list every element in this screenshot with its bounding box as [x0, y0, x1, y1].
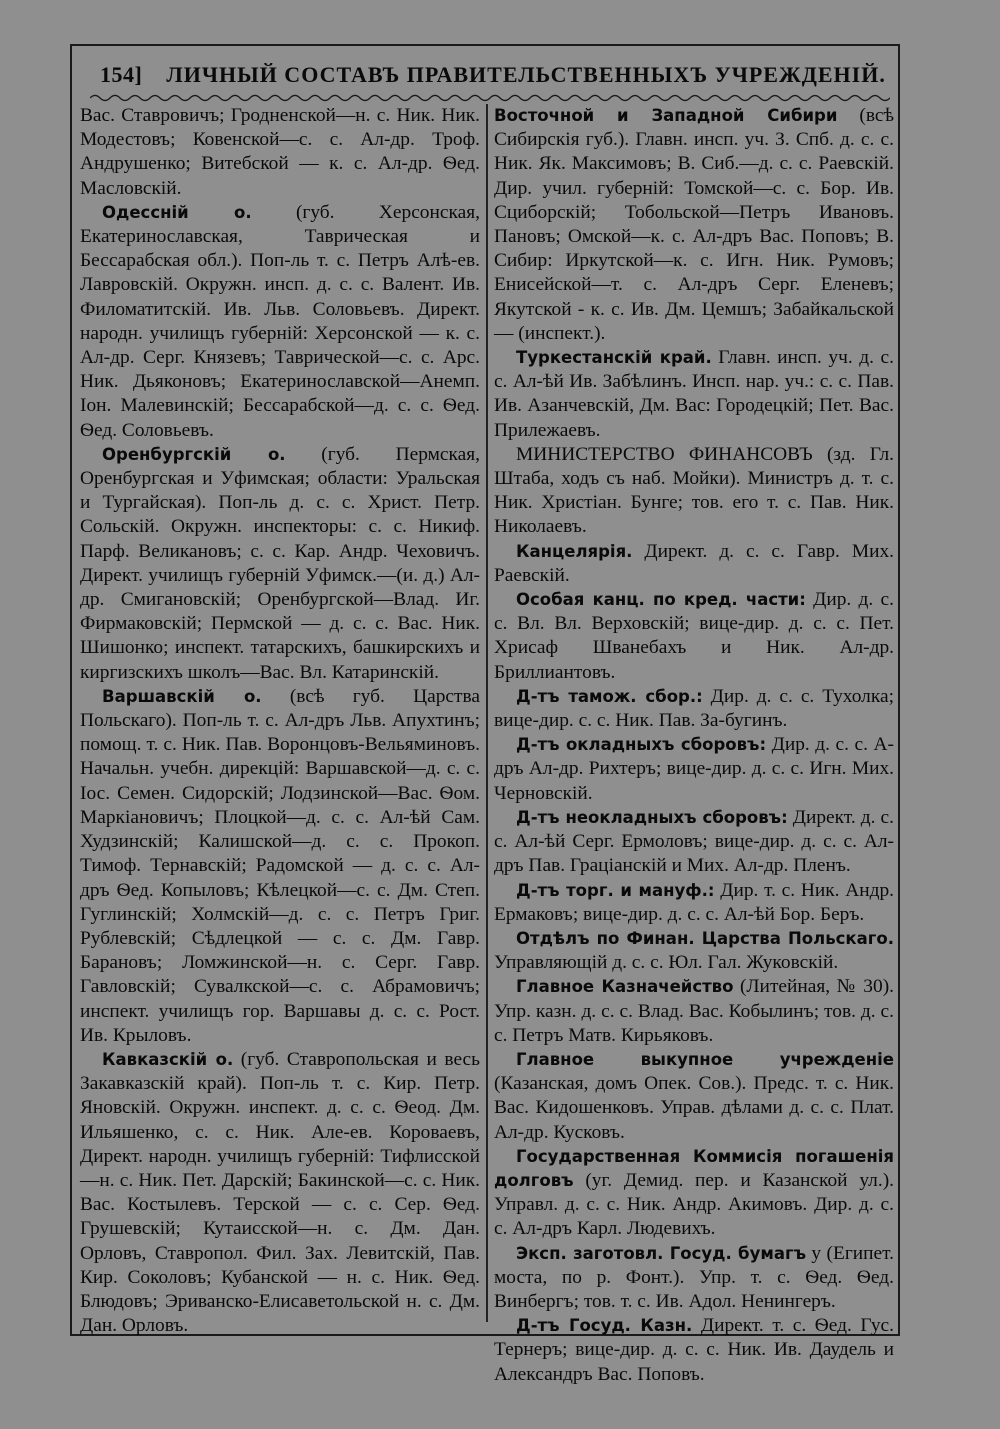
- page-header: [100, 62, 890, 94]
- treasury-entry: Главное Казначейство (Литейная, № 30). Упр. казн. д. с. с. Влад. Вас. Кобылинъ; тов. д. с. с. Петръ Матв. Кирьяковъ.: [494, 976, 894, 1046]
- odessa-district-entry: Одессній о. (губ. Херсонская, Екатеринославская, Таврическая и Бессарабская обл.). Поп-ль т. с. Петръ Алѣ-ев. Лавровскій. Окружн. инсп. д. с. с. Валент. Ив. Филоматитскій. Ив. Льв. Соловьевъ. Директ. народн. училищъ губерній: Херсонской — к. с. Ал-др. Серг. Князевъ; Таврической—с. с. Арс. Ник. Дьяконовъ; Екатеринославской—Анемп. Іон. Малевинскій; Бессарабской—д. с. с. Ѳед. Ѳед. Соловьевъ.: [80, 201, 480, 441]
- left-paragraph-0: Вас. Ставровичъ; Гродненской—н. с. Ник. Ник. Модестовъ; Ковенской—с. с. Ал-др. Троф. Андрушенко; Витебской — к. с. Ал-др. Ѳед. Масловскій.: [80, 105, 480, 199]
- warsaw-heading: Варшавскій о.: [102, 686, 262, 706]
- trade-dept-entry: Д-тъ торг. и мануф.: Дир. т. с. Ник. Андр. Ермаковъ; вице-дир. д. с. с. Ал-ѣй Бор. Беръ.: [494, 879, 894, 925]
- warsaw-district-entry: Варшавскій о. (всѣ губ. Царства Польскаго). Поп-ль т. с. Ал-дръ Льв. Апухтинъ; помощ. т. с. Ник. Пав. Воронцовъ-Вельяминовъ. Начальн. учебн. дирекцій: Варшавской—д. с. с. Іос. Семен. Сидорскій; Лодзинской—Вас. Ѳом. Маркіановичъ; Плоцкой—д. с. с. Ал-ѣй Сам. Худзинскій; Калишской—д. с. с. Прокоп. Тимоф. Тернавскій; Радомской — д. с. с. Ал-дръ Ѳед. Копыловъ; Кѣлецкой—с. с. Дм. Степ. Гуглинскій; Холмскій—д. с. с. Петръ Григ. Рублевскій; Сѣдлецкой — с. с. Дм. Гавр. Барановъ; Ломжинской—н. с. Серг. Гавр. Гавловскій; Сувалкской—с. с. Абрамовичъ; инспект. училищъ гор. Варшавы д. с. с. Рост. Ив. Крыловъ.: [80, 685, 480, 1046]
- page-number: 154]: [100, 62, 143, 87]
- orenburg-heading: Оренбургскій о.: [102, 444, 286, 464]
- indirect-taxes-dept-entry: Д-тъ неокладныхъ сборовъ: Директ. д. с. с. Ал-ѣй Серг. Ермоловъ; вице-дир. д. с. с. Ал-дръ Пав. Граціанскій и Мих. Ал-др. Пленъ.: [494, 806, 894, 877]
- direct-taxes-dept-entry: Д-тъ окладныхъ сборовъ: Дир. д. с. с. А-дръ Ал-др. Рихтеръ; вице-дир. д. с. с. Игн. Мих. Черновскій.: [494, 734, 895, 804]
- orenburg-district-entry: Оренбургскій о. (губ. Пермская, Оренбургская и Уфимская; области: Уральская и Тургайская). Поп-ль д. с. с. Христ. Петр. Сольскій. Окружн. инспекторы: с. с. Никиф. Парф. Великановъ; с. с. Кар. Андр. Чеховичъ. Директ. училищъ губерній Уфимск.—(и. д.) Ал-др. Смигановскій; Оренбургской—Влад. Иг. Фирмаковскій; Пермской — д. с. с. Вас. Ник. Шишонко; инспект. татарскихъ, башкирскихъ и киргизскихъ школъ—Вас. Вл. Катаринскій.: [80, 443, 480, 683]
- credit-office-entry: Особая канц. по кред. части: Дир. д. с. с. Вл. Вл. Верховскій; вице-дир. д. с. с. Пет. Хрисаф Шванебахъ и Ник. Ал-др. Бриллиантовъ.: [494, 589, 895, 683]
- right-column: [494, 104, 894, 1387]
- siberia-entry: Восточной и Западной Сибири (всѣ Сибирскія губ.). Главн. инсп. уч. З. Спб. д. с. с. Ник. Як. Максимовъ; В. Сиб.—д. с. с. Раевскій. Дир. учил. губерній: Томской—с. с. Бор. Ив. Сциборскій; Тобольской—Петръ Ивановъ. Пановъ; Омской—к. с. Ал-дръ Вас. Поповъ; В. Сибир: Иркутской—к. с. Игн. Ник. Румовъ; Енисейской—т. с. Ал-дръ Серг. Еленевъ; Якутской - к. с. Ив. Дм. Цемшъ; Забайкальской — (инспект.).: [494, 105, 894, 344]
- caucasus-district-entry: Кавказскій о. (губ. Ставропольская и весь Закавказскій край). Поп-ль т. с. Кир. Петр. Яновскій. Окружн. инспект. д. с. с. Ѳеод. Дм. Ильяшенко, с. с. Ник. Але-ев. Короваевъ, Директ. народн. училищъ губерній: Тифлисской—н. с. Ник. Пет. Дарскій; Бакинской—с. с. Ник. Вас. Костылевъ. Терской — с. с. Сер. Ѳед. Грушевскій; Кутаисской—н. с. Дм. Дан. Орловъ, Ставропол. Фил. Зах. Левитскій, Пав. Кир. Соколовъ; Кубанской — н. с. Ник. Ѳед. Блюдовъ; Эриванско-Елисаветольской н. с. Дм. Дан. Орловъ.: [80, 1048, 480, 1337]
- debt-commission-entry: Государственная Коммисія погашенія долговъ (уг. Демид. пер. и Казанской ул.). Управл. д. с. с. Ник. Андр. Акимовъ. Дир. д. с. с. Ал-дръ Карл. Людевихъ.: [494, 1146, 894, 1240]
- caucasus-heading: Кавказскій о.: [102, 1049, 234, 1069]
- turkestan-entry: Туркестанскій край. Главн. инсп. уч. д. с. с. Ал-ѣй Ив. Забѣлинъ. Инсп. нар. уч.: с. с. Пав. Ив. Азанчевскій, Дм. Вас: Городецкій; Пет. Вас. Прилежаевъ.: [494, 347, 894, 441]
- page-title: ЛИЧНЫЙ СОСТАВЪ ПРАВИТЕЛЬСТВЕННЫХЪ УЧРЕЖДЕНІЙ.: [166, 62, 886, 87]
- left-column: [80, 104, 480, 1338]
- ministry-of-finance-entry: МИНИСТЕРСТВО ФИНАНСОВЪ (зд. Гл. Штаба, ходъ съ наб. Мойки). Министръ д. т. с. Ник. Христіан. Бунге; тов. его т. с. Пав. Ник. Николаевъ.: [494, 443, 894, 538]
- polish-finance-entry: Отдѣлъ по Финан. Царства Польскаго. Управляющій д. с. с. Юл. Гал. Жуковскій.: [494, 928, 894, 974]
- state-treasury-dept-entry: Д-тъ Госуд. Казн. Директ. т. с. Ѳед. Гус. Тернеръ; вице-дир. д. с. с. Ник. Ив. Даудель и Александръ Вас. Поповъ.: [494, 1315, 894, 1385]
- customs-dept-entry: Д-тъ тамож. сбор.: Дир. д. с. с. Тухолка; вице-дир. с. с. Ник. Пав. За-бугинъ.: [494, 685, 894, 732]
- redemption-office-entry: Главное выкупное учрежденіе (Казанская, домъ Опек. Сов.). Предс. т. с. Ник. Вас. Кидошенковъ. Управ. дѣлами д. с. с. Плат. Ал-др. Кусковъ.: [494, 1049, 894, 1143]
- odessa-heading: Одессній о.: [102, 202, 252, 222]
- column-divider: [486, 104, 488, 1322]
- chancellery-entry: Канцелярія. Директ. д. с. с. Гавр. Мих. Раевскій.: [494, 540, 894, 586]
- state-papers-expedition-entry: Эксп. заготовл. Госуд. бумагъ у (Египет. моста, по р. Фонт.). Упр. т. с. Ѳед. Ѳед. Винбергъ; тов. т. с. Ив. Адол. Ненингеръ.: [494, 1242, 894, 1312]
- header-wavy-rule: [90, 92, 890, 104]
